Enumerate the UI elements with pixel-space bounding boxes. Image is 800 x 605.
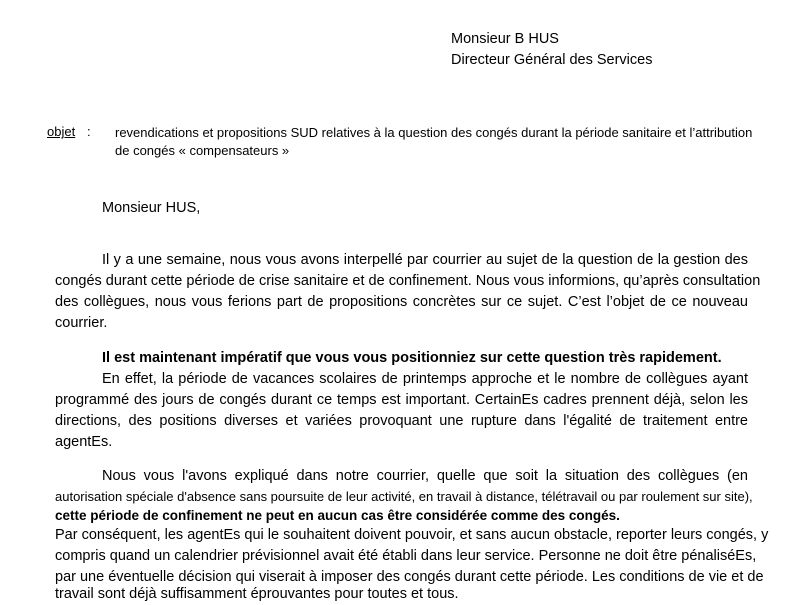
paragraph1-line-4: courrier.: [55, 315, 108, 331]
objet-line-1: revendications et propositions SUD relatives à la question des congés durant la période sanitaire et l’attribution: [115, 125, 753, 140]
salutation: Monsieur HUS,: [102, 200, 201, 216]
paragraph1-line-1: Il y a une semaine, nous vous avons interpellé par courrier au sujet de la question de la gestion des: [102, 252, 748, 268]
paragraph2-line-3: directions, des positions diverses et variées provoquant une rupture dans l'égalité de traitement entre: [55, 413, 748, 429]
objet-label: objet: [47, 124, 76, 139]
objet-text: [115, 124, 752, 160]
paragraph3-line-4: compris quand un calendrier prévisionnel avait été établi dans leur service. Personne ne doit être pénaliséEs,: [55, 548, 757, 564]
paragraph2-bold-line: Il est maintenant impératif que vous vous positionniez sur cette question très rapidement.: [102, 350, 722, 366]
paragraph3-line-3: Par conséquent, les agentEs qui le souhaitent doivent pouvoir, et sans aucun obstacle, reporter leurs congés, y: [55, 527, 769, 543]
paragraph2-line-2: programmé des jours de congés durant ce temps est important. CertainEs cadres prennent déjà, selon les: [55, 392, 748, 408]
recipient-title: Directeur Général des Services: [451, 52, 653, 68]
paragraph2-line-1: En effet, la période de vacances scolaires de printemps approche et le nombre de collègues ayant: [102, 371, 748, 387]
paragraph3-line-2: autorisation spéciale d'absence sans poursuite de leur activité, en travail à distance, télétravail ou par roulement sur site),: [55, 489, 753, 504]
recipient-name: Monsieur B HUS: [451, 31, 559, 47]
objet-colon: :: [87, 124, 91, 139]
paragraph3-line-5: par une éventuelle décision qui viserait à imposer des congés durant cette période. Les conditions de vie et de: [55, 569, 764, 585]
paragraph3-line-1: Nous vous l'avons expliqué dans notre courrier, quelle que soit la situation des collègues (en: [102, 468, 748, 484]
objet-line-2: de congés « compensateurs »: [115, 143, 290, 158]
paragraph3-bold-line: cette période de confinement ne peut en aucun cas être considérée comme des congés.: [55, 508, 620, 523]
paragraph3-line-6: travail sont déjà suffisamment éprouvantes pour toutes et tous.: [55, 586, 459, 602]
recipient-block: [451, 29, 652, 71]
paragraph1-line-3: des collègues, nous vous ferions part de propositions concrètes sur ce sujet. C’est l’objet de ce nouveau: [55, 294, 748, 310]
paragraph2-line-4: agentEs.: [55, 434, 113, 450]
paragraph1-line-2: congés durant cette période de crise sanitaire et de confinement. Nous vous informions, qu’après consultation: [55, 273, 761, 289]
